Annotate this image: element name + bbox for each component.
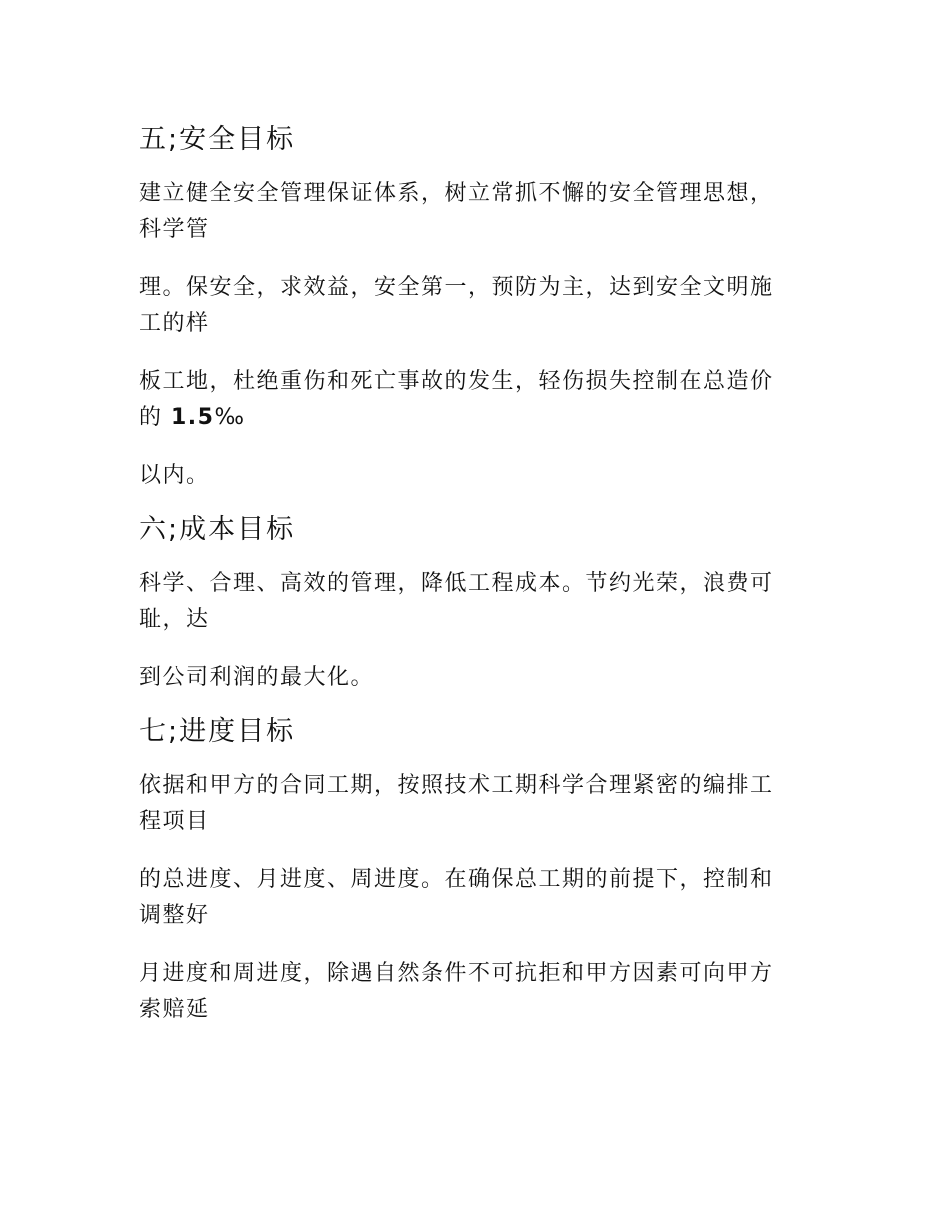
paragraph: 理。保安全，求效益，安全第一，预防为主，达到安全文明施工的样 bbox=[139, 275, 774, 336]
paragraph: 月进度和周进度，除遇自然条件不可抗拒和甲方因素可向甲方索赔延 bbox=[139, 961, 774, 1022]
paragraph: 依据和甲方的合同工期，按照技术工期科学合理紧密的编排工程项目 bbox=[139, 773, 774, 834]
paragraph: 以内。 bbox=[139, 463, 210, 488]
paragraph: 到公司利润的最大化。 bbox=[139, 665, 375, 690]
document-page bbox=[139, 118, 795, 1050]
paragraph: 建立健全安全管理保证体系，树立常抓不懈的安全管理思想，科学管 bbox=[139, 181, 774, 242]
section-cost bbox=[139, 508, 795, 696]
paragraph: 的总进度、月进度、周进度。在确保总工期的前提下，控制和调整好 bbox=[139, 867, 774, 928]
section-safety bbox=[139, 118, 795, 494]
section-schedule bbox=[139, 710, 795, 1028]
section-heading: 五;安全目标 bbox=[139, 124, 296, 155]
paragraph: 科学、合理、高效的管理，降低工程成本。节约光荣，浪费可耻，达 bbox=[139, 571, 774, 632]
paragraph-text: 板工地，杜绝重伤和死亡事故的发生，轻伤损失控制在总造价的 bbox=[139, 369, 774, 430]
paragraph-with-number bbox=[139, 364, 795, 436]
permille-sign: ‰ bbox=[214, 405, 246, 430]
section-heading: 七;进度目标 bbox=[139, 716, 296, 747]
section-heading: 六;成本目标 bbox=[139, 514, 296, 545]
percentage-value: 1.5 bbox=[171, 405, 215, 430]
